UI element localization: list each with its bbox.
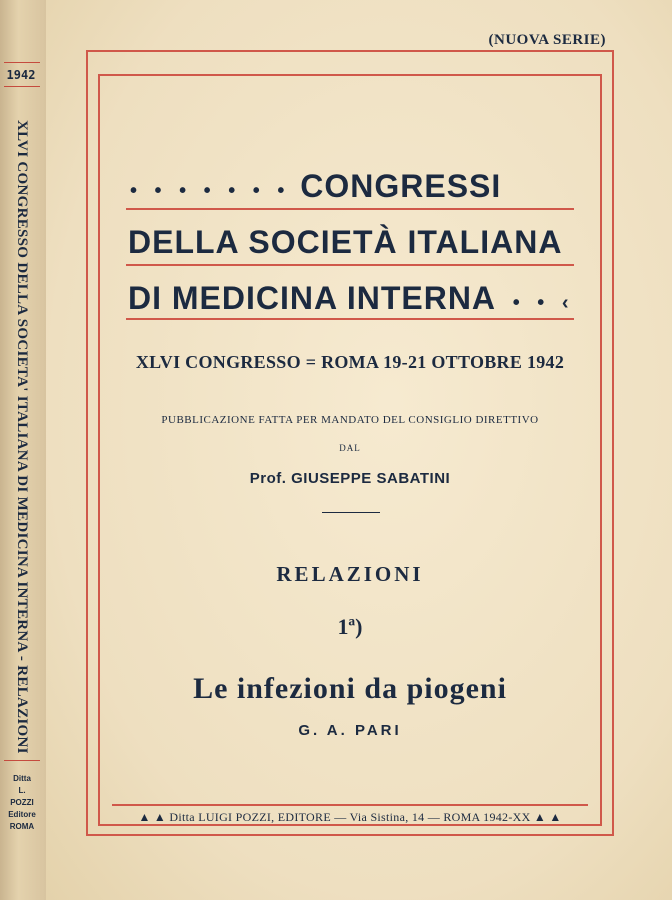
- volume-number: 1ª): [337, 614, 363, 639]
- spine-publisher-line: ROMA: [9, 822, 35, 831]
- title-text-medicina: DI MEDICINA INTERNA: [128, 280, 495, 316]
- publication-note: PUBBLICAZIONE FATTA PER MANDATO DEL CONSIGLIO DIRETTIVO: [161, 414, 539, 426]
- title-dots: • • • • • • •: [130, 180, 291, 202]
- title-dots: • • ‹: [512, 292, 575, 314]
- spine-year: 1942: [6, 68, 36, 82]
- title-text-congressi: CONGRESSI: [300, 168, 502, 204]
- congress-line: XLVI CONGRESSO = ROMA 19-21 OTTOBRE 1942: [135, 352, 565, 372]
- title-rule: [126, 318, 574, 320]
- title-line-1: [130, 168, 501, 205]
- subject-title: Le infezioni da piogeni: [193, 672, 507, 705]
- book-spine: [0, 0, 48, 900]
- dal-label: DAL: [339, 443, 361, 453]
- spine-publisher-line: Editore: [8, 810, 36, 819]
- author-name: G. A. PARI: [298, 722, 402, 739]
- title-rule: [126, 208, 574, 210]
- footer-rule: [112, 804, 588, 806]
- spine-publisher: [6, 773, 38, 833]
- spine-publisher-line: L. POZZI: [10, 786, 34, 807]
- center-divider: [322, 512, 380, 513]
- spine-rule: [4, 760, 40, 761]
- title-line-3: [128, 280, 575, 317]
- spine-rule: [4, 86, 40, 87]
- spine-rule: [4, 62, 40, 63]
- editor-name: Prof. GIUSEPPE SABATINI: [249, 470, 451, 487]
- publisher-footer: ▲ ▲ Ditta LUIGI POZZI, EDITORE — Via Sistina, 14 — ROMA 1942-XX ▲ ▲: [138, 810, 562, 824]
- series-label: (NUOVA SERIE): [488, 32, 606, 48]
- spine-title: XLVI CONGRESSO DELLA SOCIETA' ITALIANA DI MEDICINA INTERNA - RELAZIONI: [14, 120, 30, 754]
- spine-publisher-line: Ditta: [13, 774, 31, 783]
- title-line-2: DELLA SOCIETÀ ITALIANA: [128, 224, 563, 260]
- title-rule: [126, 264, 574, 266]
- section-title: RELAZIONI: [276, 562, 424, 586]
